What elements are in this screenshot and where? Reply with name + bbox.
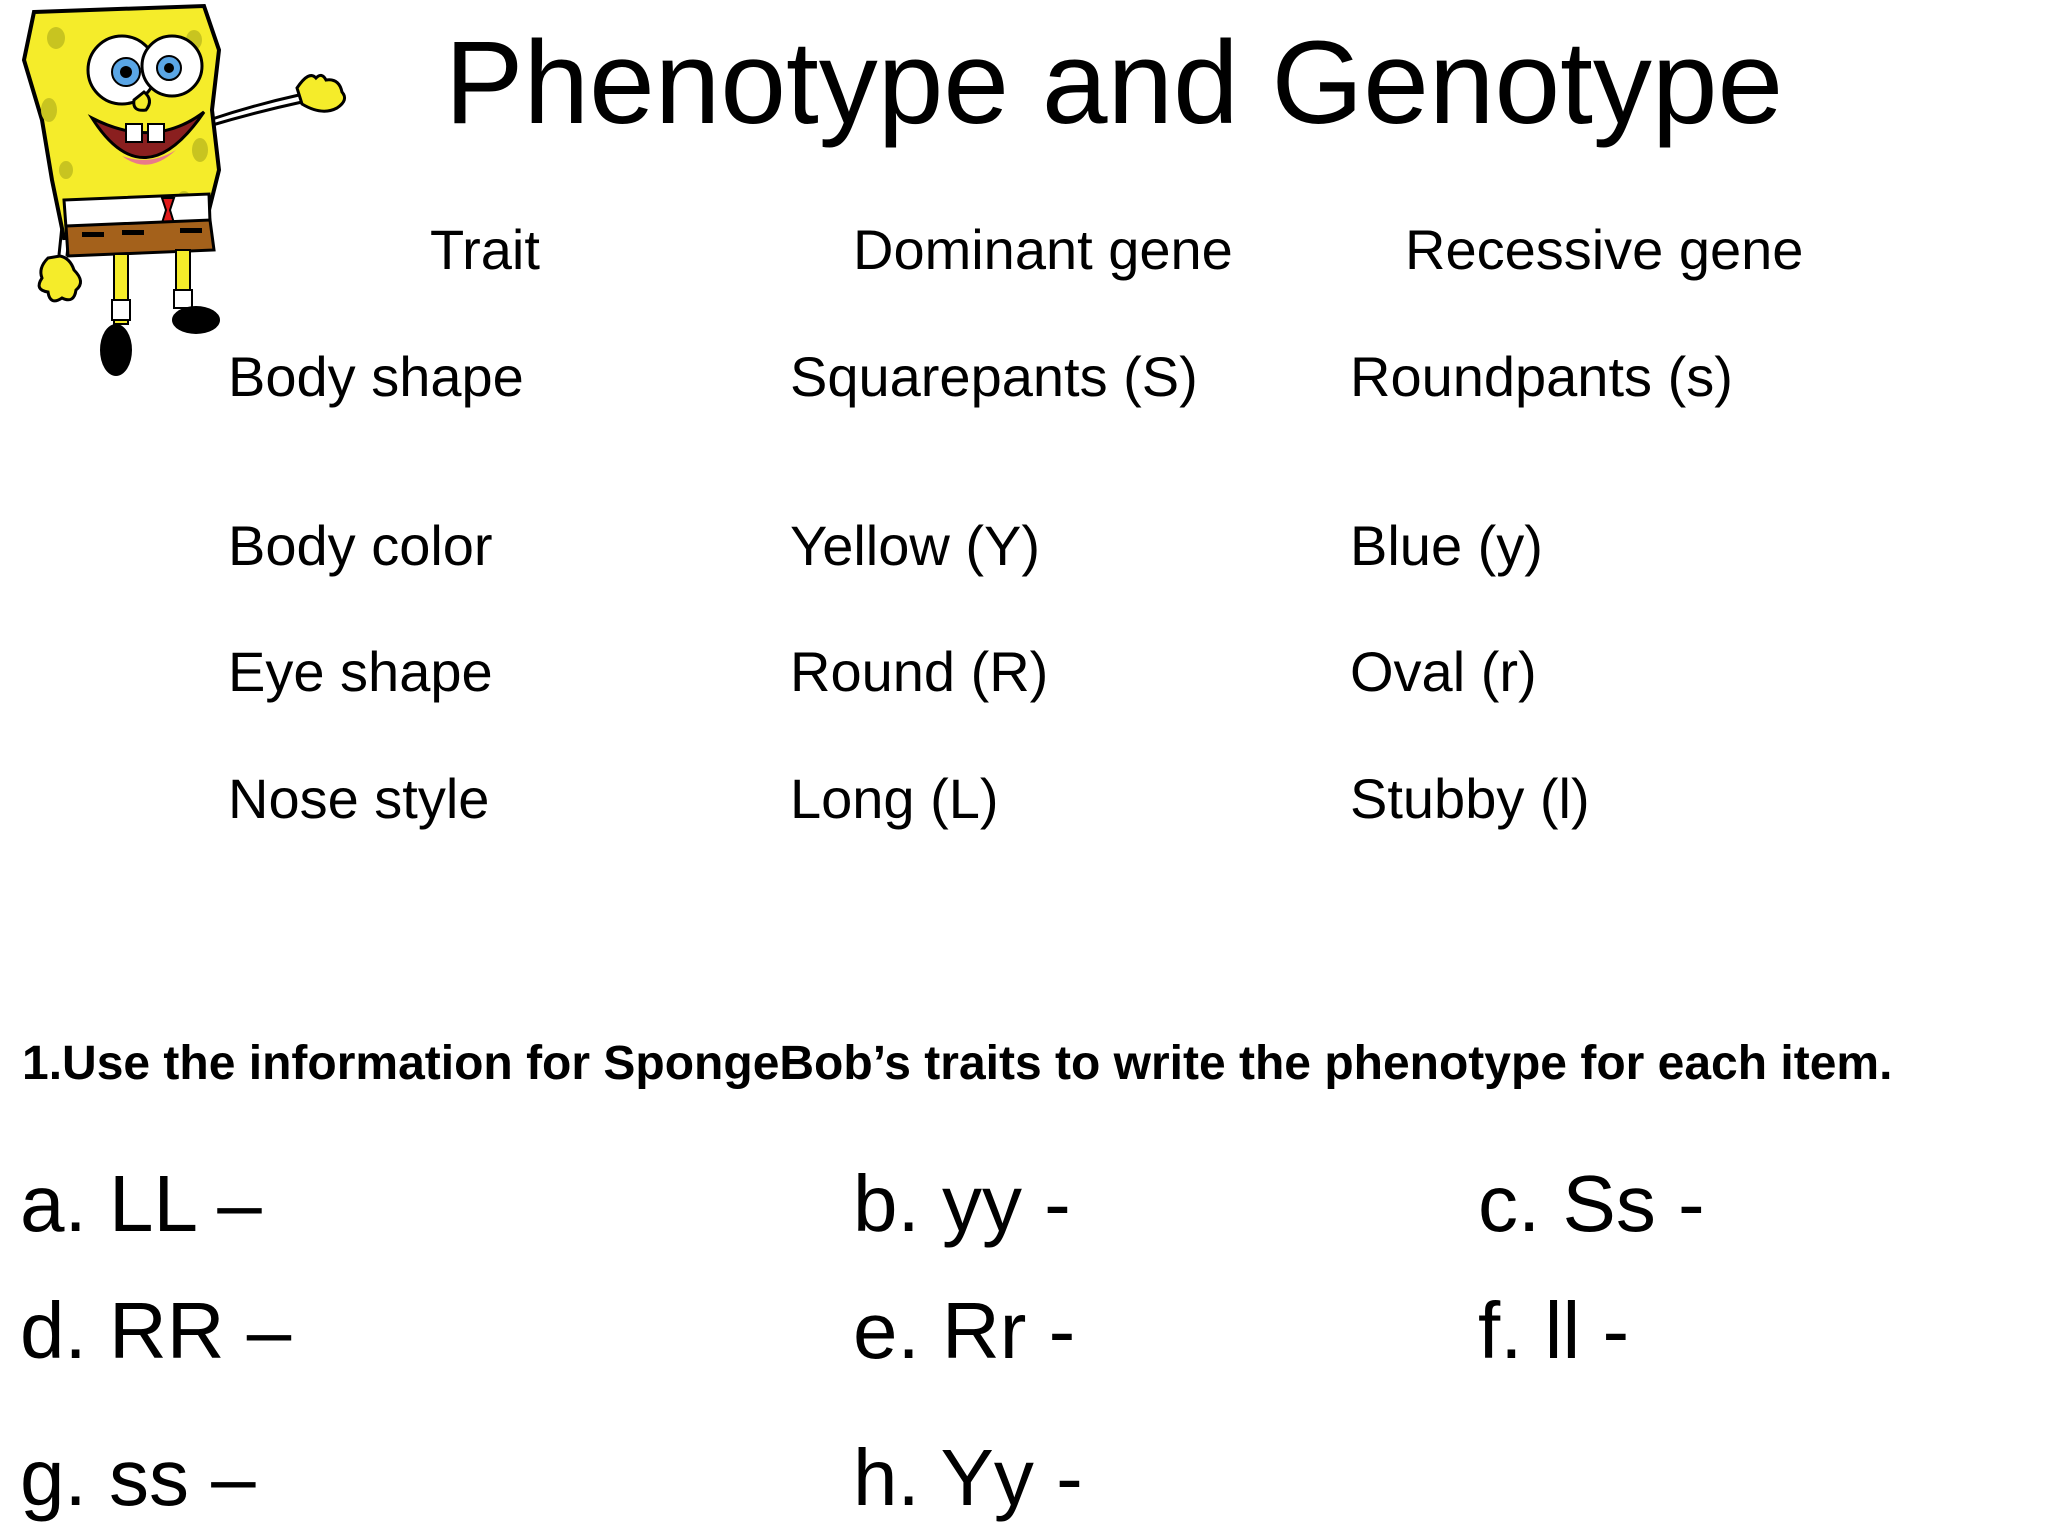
header-dominant-gene: Dominant gene (853, 218, 1233, 281)
trait-eye-shape: Eye shape (228, 640, 493, 703)
recessive-body-shape: Roundpants (s) (1350, 345, 1733, 408)
header-trait: Trait (430, 218, 540, 281)
item-h: h. Yy - (853, 1433, 1083, 1522)
page-title: Phenotype and Genotype (444, 17, 1784, 149)
trait-nose-style: Nose style (228, 767, 490, 830)
item-d: d. RR – (20, 1286, 292, 1375)
recessive-eye-shape: Oval (r) (1350, 640, 1537, 703)
item-a: a. LL – (20, 1159, 262, 1248)
header-recessive-gene: Recessive gene (1405, 218, 1804, 281)
item-f: f. ll - (1478, 1286, 1630, 1375)
trait-body-shape: Body shape (228, 345, 524, 408)
item-c: c. Ss - (1478, 1159, 1705, 1248)
question-prompt: 1.Use the information for SpongeBob’s traits to write the phenotype for each item. (22, 1037, 1893, 1090)
item-b: b. yy - (853, 1159, 1071, 1248)
trait-body-color: Body color (228, 514, 493, 577)
dominant-nose-style: Long (L) (790, 767, 999, 830)
recessive-nose-style: Stubby (l) (1350, 767, 1590, 830)
dominant-eye-shape: Round (R) (790, 640, 1049, 703)
item-g: g. ss – (20, 1433, 256, 1522)
dominant-body-color: Yellow (Y) (790, 514, 1041, 577)
recessive-body-color: Blue (y) (1350, 514, 1543, 577)
dominant-body-shape: Squarepants (S) (790, 345, 1198, 408)
item-e: e. Rr - (853, 1286, 1076, 1375)
